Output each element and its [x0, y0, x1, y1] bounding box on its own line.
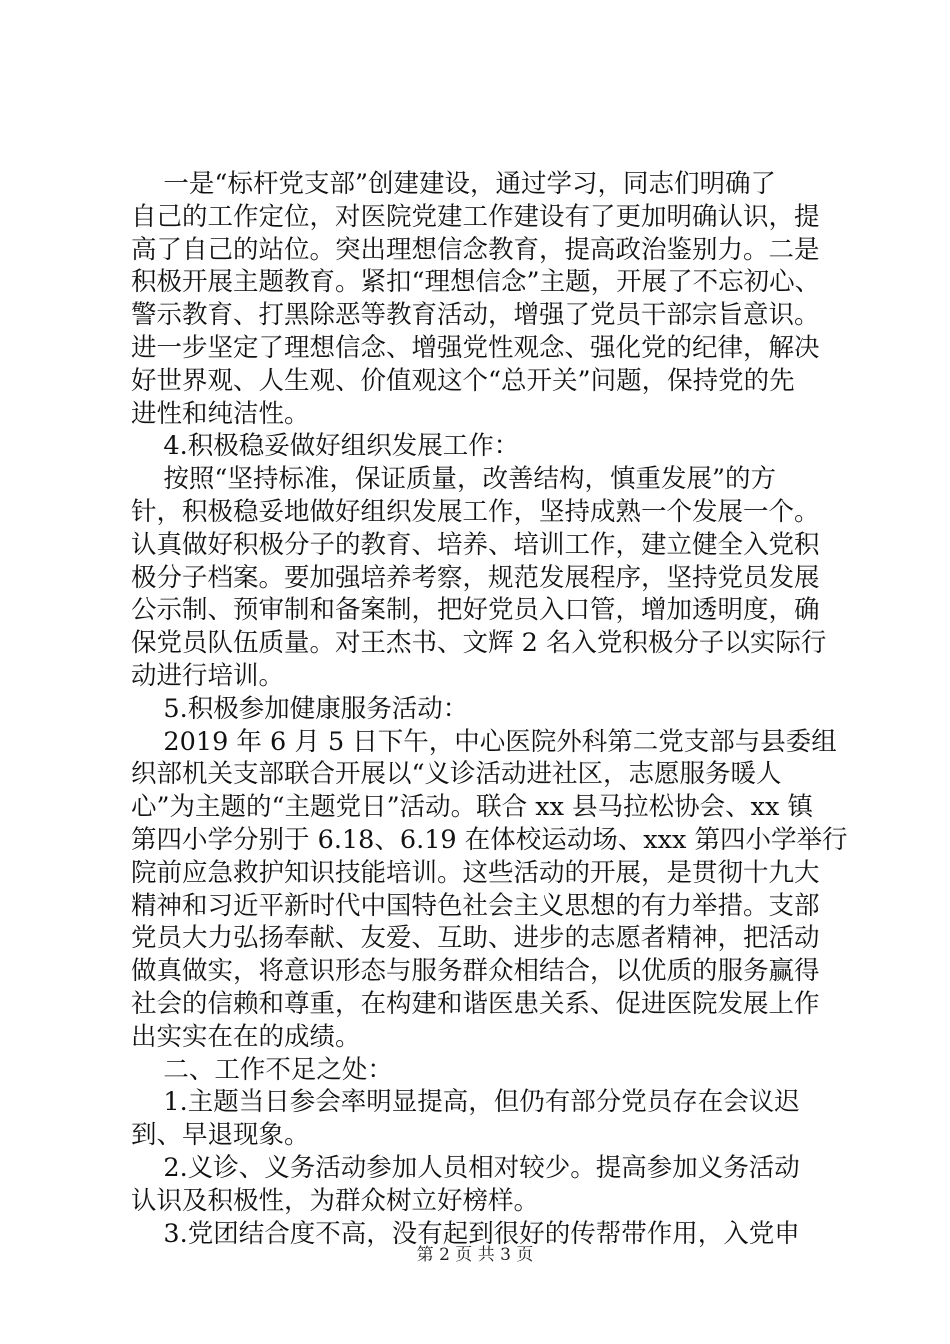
text-line: 认真做好积极分子的教育、培养、培训工作，建立健全入党积	[131, 529, 820, 560]
text-line: 出实实在在的成绩。	[131, 1021, 361, 1052]
text-line: 自己的工作定位，对医院党建工作建设有了更加明确认识，提	[131, 201, 820, 232]
text-line: 动进行培训。	[131, 661, 285, 691]
text-line: 警示教育、打黑除恶等教育活动，增强了党员干部宗旨意识。	[131, 300, 820, 331]
text-line: 院前应急救护知识技能培训。这些活动的开展，是贯彻十九大	[131, 857, 820, 888]
section-heading: 5.积极参加健康服务活动：	[131, 693, 469, 724]
section-heading: 4.积极稳妥做好组织发展工作：	[131, 431, 520, 462]
text-line: 党员大力弘扬奉献、友爱、互助、进步的志愿者精神，把活动	[131, 923, 820, 954]
text-line: 2.义诊、义务活动参加人员相对较少。提高参加义务活动	[131, 1153, 800, 1183]
text-line: 做真做实，将意识形态与服务群众相结合，以优质的服务赢得	[131, 956, 820, 987]
text-line: 3.党团结合度不高，没有起到很好的传帮带作用，入党申	[131, 1218, 800, 1249]
text-line: 2019 年 6 月 5 日下午，中心医院外科第二党支部与县委组	[131, 726, 837, 757]
text-line: 进一步坚定了理想信念、增强党性观念、强化党的纪律，解决	[131, 333, 820, 363]
section-heading: 二、工作不足之处：	[131, 1054, 393, 1085]
text-line: 精神和习近平新时代中国特色社会主义思想的有力举措。支部	[131, 890, 820, 921]
text-line: 第四小学分别于 6.18、6.19 在体校运动场、xxx 第四小学举行	[131, 825, 848, 855]
text-line: 保党员队伍质量。对王杰书、文辉 2 名入党积极分子以实际行	[131, 628, 827, 659]
text-line: 认识及积极性，为群众树立好榜样。	[131, 1185, 540, 1216]
text-line: 针，积极稳妥地做好组织发展工作，坚持成熟一个发展一个。	[131, 497, 820, 527]
text-line: 好世界观、人生观、价值观这个“总开关”问题，保持党的先	[131, 365, 795, 396]
text-line: 社会的信赖和尊重，在构建和谐医患关系、促进医院发展上作	[131, 989, 820, 1019]
page-footer: 第 2 页 共 3 页	[416, 1245, 534, 1265]
text-line: 按照“坚持标准，保证质量，改善结构，慎重发展”的方	[131, 464, 776, 495]
text-line: 积极开展主题教育。紧扣“理想信念”主题，开展了不忘初心、	[131, 267, 821, 298]
text-line: 织部机关支部联合开展以“义诊活动进社区，志愿服务暖人	[131, 759, 782, 790]
text-line: 到、早退现象。	[131, 1120, 310, 1151]
text-line: 一是“标杆党支部”创建建设，通过学习，同志们明确了	[131, 169, 776, 199]
text-line: 公示制、预审制和备案制，把好党员入口管，增加透明度，确	[131, 595, 820, 626]
text-line: 极分子档案。要加强培养考察，规范发展程序，坚持党员发展	[131, 562, 820, 593]
text-line: 进性和纯洁性。	[131, 398, 310, 429]
text-line: 高了自己的站位。突出理想信念教育，提高政治鉴别力。二是	[131, 234, 820, 265]
text-line: 心”为主题的“主题党日”活动。联合 xx 县马拉松协会、xx 镇	[131, 792, 813, 823]
text-line: 1.主题当日参会率明显提高，但仍有部分党员存在会议迟	[131, 1087, 800, 1118]
